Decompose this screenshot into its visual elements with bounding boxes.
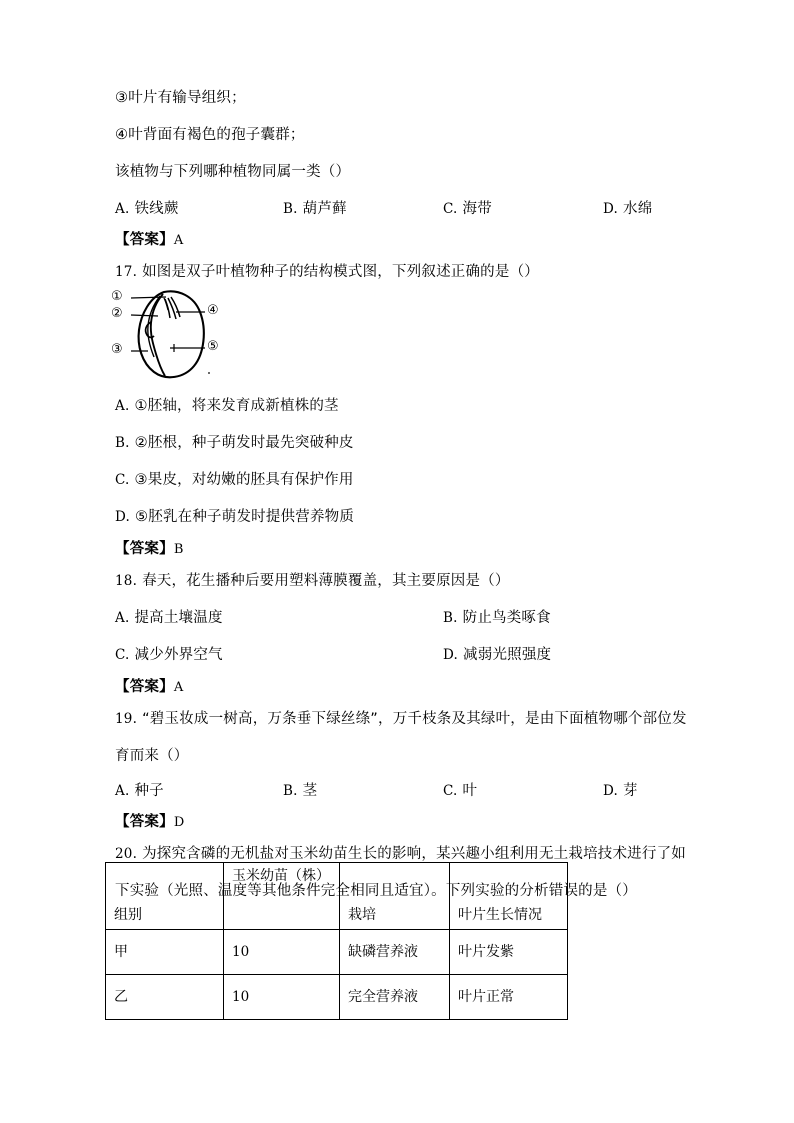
q18-option-a-text: 提高土壤温度 xyxy=(134,610,223,626)
q20-stem-line-2: 下实验（光照、温度等其他条件完全相同且适宜）。下列实验的分析错误的是（） xyxy=(115,883,637,899)
table-cell-leaf-growth: 叶片正常 xyxy=(450,975,568,1020)
seed-callout-1: ① xyxy=(111,289,123,304)
q18-option-d-text: 减弱光照强度 xyxy=(463,647,552,663)
q18-option-c[interactable] xyxy=(115,645,223,665)
seed-callout-4: ④ xyxy=(207,303,219,318)
q17-option-b-text: ②胚根，种子萌发时最先突破种皮 xyxy=(134,435,354,451)
q16-option-a-letter: A. xyxy=(115,201,130,217)
q19-answer-label: 【答案】 xyxy=(115,814,174,830)
q16-answer-label: 【答案】 xyxy=(115,232,174,248)
q20-stem-line-1 xyxy=(115,844,686,864)
q16-option-c-text: 海带 xyxy=(462,201,492,217)
q18-option-b[interactable] xyxy=(443,608,551,628)
q20-stem-text-1: 为探究含磷的无机盐对玉米幼苗生长的影响，某兴趣小组利用无土栽培技术进行了如 xyxy=(142,846,686,862)
table-cell-leaf-growth: 叶片发紫 xyxy=(450,930,568,975)
q18-option-c-text: 减少外界空气 xyxy=(134,647,223,663)
q17-option-c-letter: C. xyxy=(115,472,130,488)
table-header-row xyxy=(106,863,568,930)
seed-callout-5: ⑤ xyxy=(207,339,219,354)
q17-answer-value: B xyxy=(173,542,184,557)
q17-option-c[interactable] xyxy=(115,470,354,490)
q19-stem-text-1: “碧玉妆成一树高，万条垂下绿丝绦”，万千枝条及其绿叶，是由下面植物哪个部位发 xyxy=(142,711,687,727)
q18-number: 18. xyxy=(115,573,138,589)
q19-stem-line-2: 育而来（） xyxy=(115,748,189,764)
q17-answer-label: 【答案】 xyxy=(115,541,174,557)
table-cell-cultivation: 完全营养液 xyxy=(340,975,450,1020)
seed-structure-figure xyxy=(108,286,238,382)
table-cell-group: 甲 xyxy=(106,930,224,975)
table-cell-cultivation: 缺磷营养液 xyxy=(340,930,450,975)
q16-stem-line-3: ③叶片有输导组织； xyxy=(115,90,246,106)
q18-option-b-text: 防止鸟类啄食 xyxy=(462,610,551,626)
table-cell-seedlings: 10 xyxy=(224,930,340,975)
q16-option-b[interactable] xyxy=(283,199,347,219)
q19-stem-line-1 xyxy=(115,709,687,729)
q19-option-b[interactable] xyxy=(283,781,317,801)
q19-option-a[interactable] xyxy=(115,781,164,801)
q19-option-c-text: 叶 xyxy=(462,783,478,799)
table-header-leaf-growth: 叶片生长情况 xyxy=(450,863,568,930)
q17-option-a[interactable] xyxy=(115,396,339,416)
q19-option-c[interactable] xyxy=(443,781,477,801)
q18-answer-label: 【答案】 xyxy=(115,679,174,695)
table-header-seedlings: 玉米幼苗（株） xyxy=(224,863,340,930)
q19-option-c-letter: C. xyxy=(443,783,458,799)
q19-option-d[interactable] xyxy=(603,781,638,801)
q18-answer xyxy=(115,677,183,698)
q19-option-a-text: 种子 xyxy=(134,783,164,799)
q18-answer-value: A xyxy=(173,680,184,695)
q16-option-d-letter: D. xyxy=(603,201,619,217)
q19-option-d-letter: D. xyxy=(603,783,619,799)
q18-option-a-letter: A. xyxy=(115,610,130,626)
q16-option-d-text: 水绵 xyxy=(623,201,653,217)
q17-stem xyxy=(115,262,539,282)
q17-option-b[interactable] xyxy=(115,433,354,453)
q16-answer-value: A xyxy=(173,233,184,248)
q17-option-d-text: ⑤胚乳在种子萌发时提供营养物质 xyxy=(135,509,355,525)
q16-option-c-letter: C. xyxy=(443,201,458,217)
q18-option-a[interactable] xyxy=(115,608,223,628)
q16-answer xyxy=(115,230,183,251)
table-row xyxy=(106,930,568,975)
q18-option-d-letter: D. xyxy=(443,647,459,663)
q17-option-b-letter: B. xyxy=(115,435,130,451)
q17-option-a-text: ①胚轴，将来发育成新植株的茎 xyxy=(134,398,339,414)
q17-stem-text: 如图是双子叶植物种子的结构模式图，下列叙述正确的是（） xyxy=(142,264,539,280)
seed-callout-3: ③ xyxy=(111,342,123,357)
q19-answer-value: D xyxy=(173,815,185,830)
q18-option-b-letter: B. xyxy=(443,610,458,626)
q18-option-c-letter: C. xyxy=(115,647,130,663)
q17-option-a-letter: A. xyxy=(115,398,130,414)
table-header-cultivation: 栽培 xyxy=(340,863,450,930)
q18-option-d[interactable] xyxy=(443,645,551,665)
q19-option-b-text: 茎 xyxy=(302,783,318,799)
q19-option-b-letter: B. xyxy=(283,783,298,799)
table-header-group: 组别 xyxy=(106,863,224,930)
seed-callout-2: ② xyxy=(111,306,123,321)
q16-stem-line-4: ④叶背面有褐色的孢子囊群； xyxy=(115,127,305,143)
q16-stem-line-5: 该植物与下列哪种植物同属一类（） xyxy=(115,164,351,180)
table-cell-seedlings: 10 xyxy=(224,975,340,1020)
q18-stem-text: 春天，花生播种后要用塑料薄膜覆盖，其主要原因是（） xyxy=(142,573,510,589)
q16-option-b-letter: B. xyxy=(283,201,298,217)
experiment-table xyxy=(105,862,568,1020)
table-row xyxy=(106,975,568,1020)
q17-option-d[interactable] xyxy=(115,507,354,527)
q19-number: 19. xyxy=(115,711,138,727)
q19-answer xyxy=(115,812,184,833)
table-cell-group: 乙 xyxy=(106,975,224,1020)
q17-option-d-letter: D. xyxy=(115,509,131,525)
q20-number: 20. xyxy=(115,846,138,862)
q17-answer xyxy=(115,539,184,560)
q19-option-a-letter: A. xyxy=(115,783,130,799)
q16-option-a-text: 铁线蕨 xyxy=(134,201,179,217)
q16-option-b-text: 葫芦藓 xyxy=(302,201,347,217)
q17-option-c-text: ③果皮，对幼嫩的胚具有保护作用 xyxy=(134,472,354,488)
q17-number: 17. xyxy=(115,264,138,280)
q16-option-c[interactable] xyxy=(443,199,492,219)
q16-option-d[interactable] xyxy=(603,199,652,219)
q19-option-d-text: 芽 xyxy=(623,783,638,799)
q16-option-a[interactable] xyxy=(115,199,179,219)
q18-stem xyxy=(115,571,510,591)
